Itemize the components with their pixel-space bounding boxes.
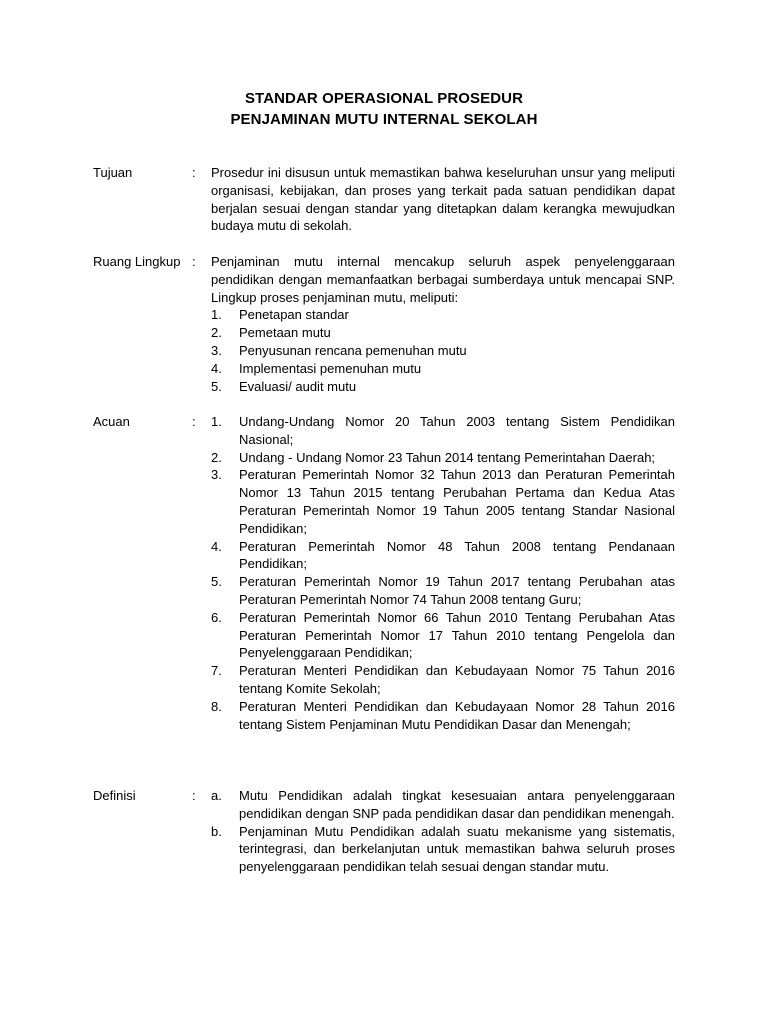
tujuan-text: Prosedur ini disusun untuk memastikan bahwa keseluruhan unsur yang meliputi organisasi, kebijakan, dan proses yang terkait pada satuan pendidikan dapat berjalan sesuai dengan standar yang ditetapkan dalam kerangka mewujudkan budaya mutu di sekolah. (211, 165, 675, 234)
list-item (211, 449, 675, 467)
list-item-number: 4. (211, 538, 222, 554)
list-item-number: 1. (211, 414, 222, 429)
section-content-tujuan (211, 164, 675, 235)
list-item-text: Peraturan Menteri Pendidikan dan Kebudayaan Nomor 75 Tahun 2016 tentang Komite Sekolah; (239, 663, 675, 696)
list-item-text: Penetapan standar (239, 307, 349, 323)
document-title-line2: PENJAMINAN MUTU INTERNAL SEKOLAH (230, 111, 538, 128)
list-item-text: Penyusunan rencana pemenuhan mutu (239, 342, 467, 358)
list-item (211, 413, 675, 449)
section-colon: : (192, 788, 196, 803)
section-label-ruang-lingkup: Ruang Lingkup (93, 254, 181, 269)
section-label-acuan: Acuan (93, 414, 130, 429)
list-item-number: 1. (211, 307, 222, 323)
section-content-ruang-lingkup (211, 253, 675, 395)
list-item-number: 8. (211, 698, 222, 714)
list-item-number: 5. (211, 378, 222, 394)
acuan-list (211, 413, 675, 733)
list-item-text: Pemetaan mutu (239, 325, 331, 341)
list-item-text: Peraturan Pemerintah Nomor 66 Tahun 2010 Tentang Perubahan Atas Peraturan Pemerintah Nomor 17 Tahun 2010 tentang Pengelola dan Penyelenggaraan Pendidikan; (239, 609, 675, 661)
list-item (211, 609, 675, 662)
list-item-number: 6. (211, 609, 222, 625)
list-item-text: Mutu Pendidikan adalah tingkat kesesuaian antara penyelenggaraan pendidikan dengan SNP pada pendidikan dasar dan pendidikan menengah. (239, 788, 675, 821)
list-item (211, 342, 675, 360)
section-tujuan (93, 164, 675, 236)
list-item-text: Peraturan Pemerintah Nomor 19 Tahun 2017 tentang Perubahan atas Peraturan Pemerintah Nomor 74 Tahun 2008 tentang Guru; (239, 574, 675, 607)
list-item (211, 466, 675, 537)
document-title-line1: STANDAR OPERASIONAL PROSEDUR (244, 90, 524, 107)
ruang-lingkup-list (211, 306, 675, 395)
list-item (211, 787, 675, 823)
list-item-text: Peraturan Menteri Pendidikan dan Kebudayaan Nomor 28 Tahun 2016 tentang Sistem Penjaminan Mutu Pendidikan Dasar dan Menengah; (239, 698, 675, 732)
section-label-tujuan: Tujuan (93, 165, 133, 180)
list-item-text: Evaluasi/ audit mutu (239, 378, 357, 394)
list-item-number: 2. (211, 325, 222, 341)
list-item-number: 5. (211, 574, 222, 590)
list-item (211, 378, 675, 396)
list-item (211, 324, 675, 342)
list-item-number: 3. (211, 467, 222, 483)
list-item-text: Peraturan Pemerintah Nomor 32 Tahun 2013 dan Peraturan Pemerintah Nomor 13 Tahun 2015 tentang Perubahan Pertama dan Kedua Atas Peraturan Pemerintah Nomor 19 Tahun 2005 tentang Standar Nasional Pendidikan; (239, 467, 675, 536)
list-item-text: Undang - Undang Nomor 23 Tahun 2014 tentang Pemerintahan Daerah; (239, 449, 656, 465)
list-item (211, 360, 675, 378)
section-colon: : (192, 165, 196, 180)
list-item-number: 2. (211, 449, 222, 465)
list-item-number: 3. (211, 342, 222, 358)
list-item (211, 306, 675, 324)
section-definisi (93, 787, 675, 917)
list-item (211, 662, 675, 698)
ruang-lingkup-text: Penjaminan mutu internal mencakup seluruh aspek penyelenggaraan pendidikan dengan memanfaatkan berbagai sumberdaya untuk mencapai SNP. Lingkup proses penjaminan mutu, meliputi: (211, 254, 675, 305)
list-item-number: 7. (211, 663, 222, 679)
list-item-number: b. (211, 823, 222, 839)
list-item-number: a. (211, 788, 222, 803)
section-colon: : (192, 414, 196, 429)
list-item-text: Undang-Undang Nomor 20 Tahun 2003 tentang Sistem Pendidikan Nasional; (239, 414, 675, 447)
section-content-definisi (211, 787, 675, 876)
list-item (211, 698, 675, 734)
list-item (211, 823, 675, 876)
section-label-definisi: Definisi (93, 788, 136, 803)
section-content-acuan (211, 413, 675, 733)
list-item-text: Peraturan Pemerintah Nomor 48 Tahun 2008 tentang Pendanaan Pendidikan; (239, 538, 675, 572)
list-item-text: Penjaminan Mutu Pendidikan adalah suatu mekanisme yang sistematis, terintegrasi, dan berkelanjutan untuk memastikan bahwa seluruh proses penyelenggaraan pendidikan telah sesuai dengan standar mutu. (239, 823, 675, 875)
section-colon: : (192, 254, 196, 269)
list-item (211, 573, 675, 609)
section-acuan (93, 413, 675, 773)
list-item-text: Implementasi pemenuhan mutu (239, 360, 422, 376)
list-item-number: 4. (211, 360, 222, 376)
definisi-list (211, 787, 675, 876)
section-ruang-lingkup (93, 253, 675, 398)
list-item (211, 538, 675, 574)
